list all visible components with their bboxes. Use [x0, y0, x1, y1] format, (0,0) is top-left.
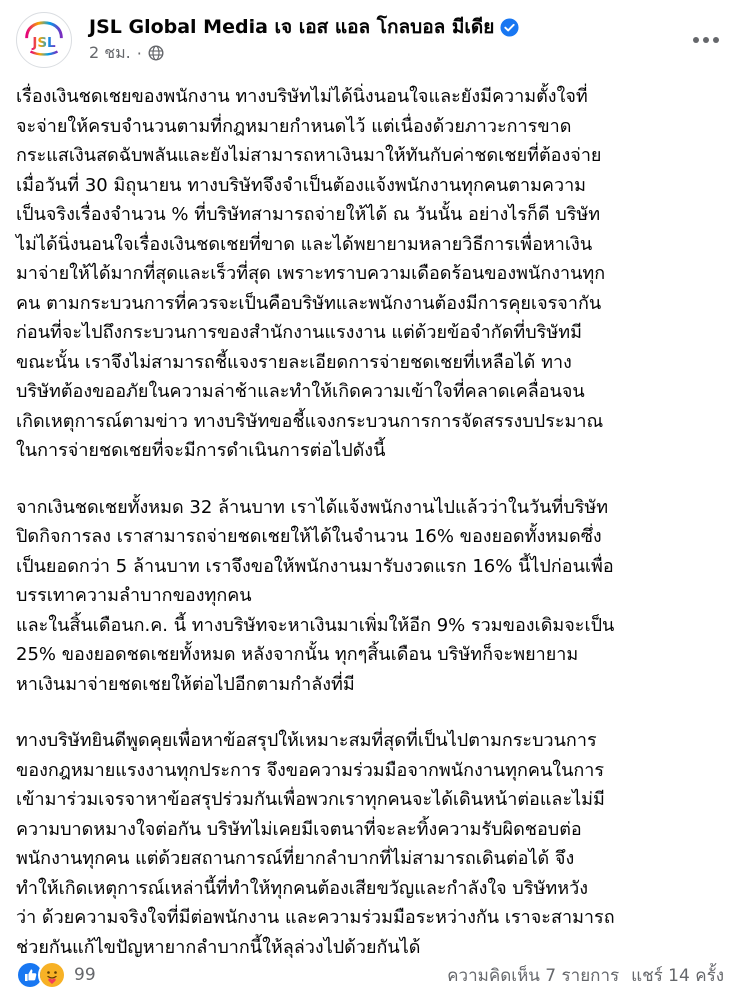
text-line: พนักงานทุกคน แต่ด้วยสถานการณ์ที่ยากลำบากที่ไม่สามารถเดินต่อได้ จึง [16, 848, 575, 869]
text-line: ไม่ได้นิ่งนอนใจเรื่องเงินชดเชยที่ขาด และได้พยายามหลายวิธีการเพื่อหาเงิน [16, 233, 593, 255]
globe-icon[interactable] [148, 45, 164, 61]
text-line: ปิดกิจการลง เราสามารถจ่ายชดเชยให้ได้ในจำนวน 16% ของยอดทั้งหมดซึ่ง [16, 526, 602, 547]
care-reaction-icon [38, 961, 66, 989]
post-timestamp-link[interactable]: 2 ชม. [89, 42, 131, 62]
text-line: ช่วยกันแก้ไขปัญหายากลำบากนี้ให้ลุล่วงไปด้วยกันได้ [16, 936, 421, 958]
more-dot [703, 37, 709, 43]
post-footer [16, 956, 724, 994]
text-line: ของกฎหมายแรงงานทุกประการ จึงขอความร่วมมือจากพนักงานทุกคนในการ [16, 759, 605, 781]
more-dot [713, 37, 719, 43]
jsl-logo-icon [17, 13, 71, 67]
post-paragraph-3 [16, 726, 728, 962]
text-line: ทางบริษัทยินดีพูดคุยเพื่อหาข้อสรุปให้เหมาะสมที่สุดที่เป็นไปตามกระบวนการ [16, 730, 597, 751]
page-name-row [89, 14, 519, 40]
text-line: ในการจ่ายชดเชยที่จะมีการดำเนินการต่อไปดังนี้ [16, 440, 386, 461]
text-line: จะจ่ายให้ครบจำนวนตามที่กฎหมายกำหนดไว้ แต่เนื่องด้วยภาวะการขาด [16, 115, 572, 137]
text-line: เข้ามาร่วมเจรจาหาข้อสรุปร่วมกันเพื่อพวกเราทุกคนจะได้เดินหน้าต่อและไม่มี [16, 789, 605, 810]
text-line: เกิดเหตุการณ์ตามข่าว ทางบริษัทขอชี้แจงกระบวนการการจัดสรรงบประมาณ [16, 410, 604, 432]
post-meta-row [89, 42, 164, 64]
svg-text:JSL: JSL [32, 34, 56, 51]
text-line: จากเงินชดเชยทั้งหมด 32 ล้านบาท เราได้แจ้งพนักงานไปแล้วว่าในวันที่บริษัท [16, 496, 609, 518]
more-dot [693, 37, 699, 43]
verified-badge-icon [500, 18, 519, 37]
page-avatar[interactable] [16, 12, 72, 68]
post-message [16, 82, 728, 989]
post-header [16, 10, 726, 70]
text-line: ขณะนั้น เราจึงไม่สามารถชี้แจงรายละเอียดการจ่ายชดเชยที่เหลือได้ ทาง [16, 351, 572, 373]
text-line: บริษัทต้องขออภัยในความล่าช้าและทำให้เกิดความเข้าใจที่คลาดเคลื่อนจน [16, 381, 585, 402]
text-line: เป็นยอดกว่า 5 ล้านบาท เราจึงขอให้พนักงานมารับงวดแรก 16% นี้ไปก่อนเพื่อ [16, 555, 614, 577]
text-line: หาเงินมาจ่ายชดเชยให้ต่อไปอีกตามกำลังที่มี [16, 673, 355, 695]
post-paragraph-1 [16, 82, 728, 466]
more-options-icon[interactable] [686, 22, 726, 58]
text-line: ก่อนที่จะไปถึงกระบวนการของสำนักงานแรงงาน แต่ด้วยข้อจำกัดที่บริษัทมี [16, 322, 582, 343]
text-line: 25% ของยอดชดเชยทั้งหมด หลังจากนั้น ทุกๆสิ้นเดือน บริษัทก็จะพยายาม [16, 644, 579, 665]
text-line: เมื่อวันที่ 30 มิถุนายน ทางบริษัทจึงจำเป็นต้องแจ้งพนักงานทุกคนตามความ [16, 174, 587, 196]
page-name-link[interactable]: JSL Global Media เจ เอส แอล โกลบอล มีเดีย [89, 16, 495, 38]
text-line: มาจ่ายให้ได้มากที่สุดและเร็วที่สุด เพราะทราบความเดือดร้อนของพนักงานทุก [16, 263, 606, 284]
text-line: และในสิ้นเดือนก.ค. นี้ ทางบริษัทจะหาเงินมาเพิ่มให้อีก 9% รวมของเดิมจะเป็น [16, 614, 615, 636]
post-paragraph-2 [16, 493, 728, 700]
text-line: ทำให้เกิดเหตุการณ์เหล่านี้ที่ทำให้ทุกคนต้องเสียขวัญและกำลังใจ บริษัทหวัง [16, 877, 589, 899]
text-line: ความบาดหมางใจต่อกัน บริษัทไม่เคยมีเจตนาที่จะละทิ้งความรับผิดชอบต่อ [16, 818, 582, 840]
comments-count-link[interactable]: ความคิดเห็น 7 รายการ [447, 965, 620, 986]
engagement-stats [447, 962, 724, 989]
text-line: เรื่องเงินชดเชยของพนักงาน ทางบริษัทไม่ได้นิ่งนอนใจและยังมีความตั้งใจที่ [16, 86, 588, 107]
shares-count-link[interactable]: แชร์ 14 ครั้ง [631, 965, 724, 986]
text-line: บรรเทาความลำบากของทุกคน [16, 585, 252, 606]
text-line: เป็นจริงเรื่องจำนวน % ที่บริษัทสามารถจ่ายให้ได้ ณ วันนั้น อย่างไรก็ดี บริษัท [16, 204, 601, 225]
text-line: ว่า ด้วยความจริงใจที่มีต่อพนักงาน และความร่วมมือระหว่างกัน เราจะสามารถ [16, 907, 615, 928]
text-line: คน ตามกระบวนการที่ควรจะเป็นคือบริษัทและพนักงานต้องมีการคุยเจรจากัน [16, 292, 602, 314]
meta-separator: · [136, 43, 142, 63]
reaction-count: 99 [74, 965, 96, 985]
text-line: กระแสเงินสดฉับพลันและยังไม่สามารถหาเงินมาให้ทันกับค่าชดเชยที่ต้องจ่าย [16, 145, 602, 166]
reactions-summary[interactable] [16, 961, 96, 989]
